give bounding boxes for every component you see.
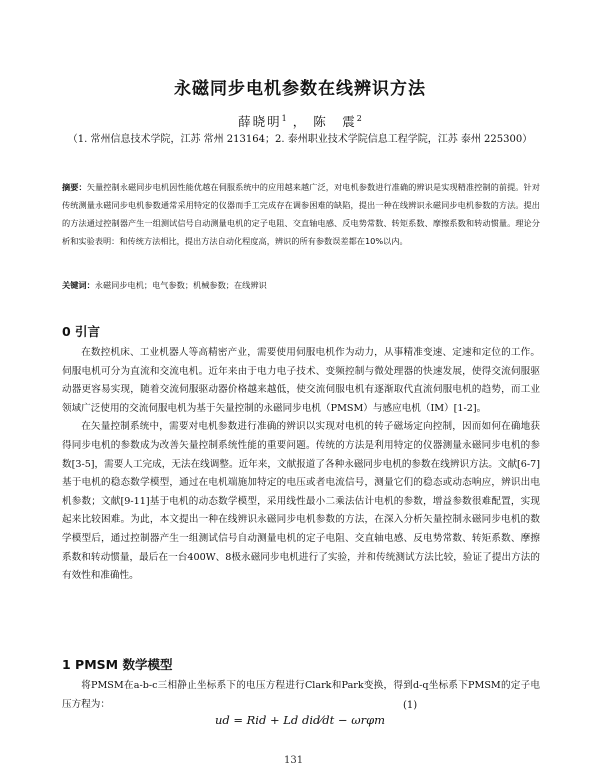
equation-1: ud = Rid + Ld did⁄dt − ωrφm	[214, 713, 386, 727]
abstract-text: 矢量控制永磁同步电机因性能优越在伺服系统中的应用越来越广泛，对电机参数进行准确的辨识是实现精准控制的前提。针对传统测量永磁同步电机参数通常采用特定的仪器而手工完成存在调参困难的缺陷，提出一种在线辨识永磁同步电机参数的方法。提出的方法通过控制器产生一组测试信号自动测量电机的定子电阻、交直轴电感、反电势常数、转矩系数、摩擦系数和转动惯量。理论分析和实验表明：和传统方法相比，提出方法自动化程度高，辨识的所有参数误差都在10%以内。	[62, 182, 540, 246]
paper-title: 永磁同步电机参数在线辨识方法	[174, 79, 426, 99]
model-body	[62, 677, 540, 714]
model-paragraph-1: 将PMSM在a-b-c三相静止坐标系下的电压方程进行Clark和Park变换，得到d-q坐标系下PMSM的定子电压方程为：	[62, 680, 540, 710]
keywords-label: 关键词：	[62, 280, 95, 290]
intro-paragraph-1: 在数控机床、工业机器人等高精密产业，需要使用伺服电机作为动力，从事精准变速、定速和定位的工作。伺服电机可分为直流和交流电机。近年来由于电力电子技术、变频控制与微处理器的快速发展，使得交流伺服驱动器更容易实现，随着交流伺服驱动器价格越来越低，使交流伺服电机有逐渐取代直流伺服电机的趋势，而工业领域广泛使用的交流伺服电机为基于矢量控制的永磁同步电机（PMSM）与感应电机（IM）[1-2]。	[62, 347, 540, 414]
author-2-affil-mark: 2	[356, 113, 362, 123]
author-separator: ，	[292, 114, 308, 129]
page-number: 131	[284, 755, 304, 766]
intro-body	[62, 344, 540, 586]
intro-paragraph-2: 在矢量控制系统中，需要对电机参数进行准确的辨识以实现对电机的转子磁场定向控制，因而如何在确地获得同步电机的参数成为改善矢量控制系统性能的重要问题。传统的方法是利用特定的仪器测量永磁同步电机的参数[3-5]，需要人工完成，无法在线调整。近年来，文献报道了各种永磁同步电机的参数在线辨识方法。文献[6-7]基于电机的稳态数学模型，通过在电机端施加特定的电压或者电流信号，测量它们的稳态或动态响应，辨识出电机参数；文献[9-11]基于电机的动态数学模型，采用线性最小二乘法估计电机的参数，增益参数很难配置，实现起来比较困难。为此，本文提出一种在线辨识永磁同步电机参数的方法，在深入分析矢量控制永磁同步电机的数学模型后，通过控制器产生一组测试信号自动测量电机的定子电阻、交直轴电感、反电势常数、转矩系数、摩擦系数和转动惯量，最后在一台400W、8极永磁同步电机进行了实验，并和传统测试方法比较，验证了提出方法的有效性和准确性。	[62, 421, 540, 582]
abstract	[62, 178, 540, 250]
section-heading-intro: 0 引言	[62, 324, 101, 339]
keywords	[62, 278, 540, 292]
affiliation: （1. 常州信息技术学院，江苏 常州 213164；2. 泰州职业技术学院信息工程学院，江苏 泰州 225300）	[67, 134, 533, 145]
author-line	[0, 112, 600, 130]
author-2-name: 陈 震	[313, 114, 357, 129]
equation-1-number: (1)	[403, 700, 418, 711]
section-heading-pmsm-model: 1 PMSM 数学模型	[62, 657, 173, 672]
author-1-name: 薛晓明	[238, 114, 282, 129]
abstract-label: 摘要：	[62, 182, 87, 192]
author-1-affil-mark: 1	[281, 113, 287, 123]
keywords-text: 永磁同步电机；电气参数；机械参数；在线辨识	[94, 280, 267, 290]
